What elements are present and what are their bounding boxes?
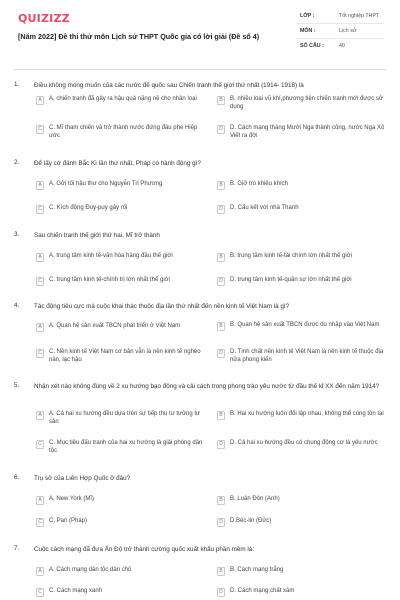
- option-a[interactable]: [36, 410, 206, 426]
- option-text: B. Cách mạng trắng: [230, 567, 284, 573]
- option-b[interactable]: [217, 252, 387, 262]
- option-letter-box: A: [36, 253, 44, 262]
- question-text: Cuộc cách mạng đã đưa Ấn Độ trở thành cường quốc xuất khẩu phần mềm là:: [34, 546, 255, 553]
- option-d[interactable]: [217, 124, 387, 140]
- option-d[interactable]: [217, 348, 387, 364]
- option-text: C. Mục tiêu đấu tranh của hai xu hướng là giải phóng dân tộc: [49, 440, 203, 454]
- option-text: D. Cách mạng chất xám: [230, 588, 295, 594]
- meta-label: LỚP :: [300, 13, 315, 19]
- question-text: Nhận xét nào không đúng về 2 xu hướng bạo động và cải cách trong phong trào yêu nước từ đầu thế kỉ XX đến năm 1914?: [34, 383, 380, 390]
- option-c[interactable]: [36, 276, 206, 286]
- question-number: 2.: [14, 159, 20, 166]
- quizizz-logo: QUIZIZZ: [18, 12, 70, 25]
- meta-row-count: [296, 39, 384, 54]
- option-d[interactable]: [217, 204, 387, 214]
- option-text: B. Quan hệ sản xuất TBCN được du nhập vào Việt Nam: [230, 322, 380, 328]
- option-text: A. Cách mạng dân tộc dân chủ: [49, 567, 132, 573]
- option-text: A. Cả hai xu hướng đều dựa trên sự tiếp thu tư tưởng tư sản: [49, 411, 201, 425]
- question-text: Tác động tiêu cực mà cuộc khai thác thuộc địa lần thứ nhất đến nền kinh tế Việt Nam là gì?: [34, 303, 290, 310]
- option-letter-box: A: [36, 96, 44, 105]
- header-divider: [14, 69, 386, 70]
- option-a[interactable]: [36, 180, 206, 190]
- option-text: A. New York (Mĩ): [49, 496, 95, 502]
- option-b[interactable]: [217, 95, 387, 111]
- option-letter-box: B: [217, 567, 225, 576]
- option-letter-box: D: [217, 440, 225, 449]
- option-text: D. Cả hai xu hướng đều có chung động cơ là yêu nước: [230, 440, 378, 446]
- meta-label: MÔN :: [300, 28, 316, 34]
- option-letter-box: B: [217, 181, 225, 190]
- meta-value: 40: [339, 43, 345, 49]
- meta-label: SỐ CÂU :: [300, 43, 324, 49]
- option-letter-box: B: [217, 96, 225, 105]
- meta-row-class: [296, 9, 384, 24]
- option-text: B. Giở trò khiêu khích: [230, 181, 288, 187]
- option-letter-box: A: [36, 181, 44, 190]
- option-letter-box: D: [217, 588, 225, 597]
- option-letter-box: A: [36, 323, 44, 332]
- option-c[interactable]: [36, 517, 206, 527]
- question-text: Sau chiến tranh thế giới thứ hai, Mĩ trở thành: [34, 232, 160, 239]
- option-c[interactable]: [36, 439, 206, 455]
- option-letter-box: C: [36, 277, 44, 286]
- option-text: D.Béc-lin (Đức): [230, 518, 272, 524]
- option-c[interactable]: [36, 204, 206, 214]
- option-text: C. Cách mạng xanh: [49, 588, 103, 594]
- option-c[interactable]: [36, 348, 206, 364]
- option-letter-box: B: [217, 322, 225, 331]
- option-text: B. Hai xu hướng luôn đối lập nhau, không thể cùng tồn tại: [230, 411, 384, 417]
- option-text: C. Kích động Đuy-puy gây rối: [49, 205, 128, 211]
- option-text: C. Mĩ tham chiến và trở thành nước đứng đầu phe Hiệp ước: [49, 125, 198, 139]
- option-b[interactable]: [217, 321, 387, 331]
- option-b[interactable]: [217, 566, 387, 576]
- option-letter-box: A: [36, 411, 44, 420]
- option-text: D. trung tâm kinh tế-quân sự lớn nhất thế giới: [230, 277, 352, 283]
- option-letter-box: A: [36, 567, 44, 576]
- option-text: A. Quan hệ sản xuất TBCN phát triển ở Việt Nam: [49, 323, 181, 329]
- option-text: B. trung tâm kinh tế-tài chính lớn nhất thế giới: [230, 253, 352, 259]
- option-c[interactable]: [36, 587, 206, 597]
- option-letter-box: D: [217, 125, 225, 134]
- option-b[interactable]: [217, 495, 387, 505]
- option-letter-box: D: [217, 349, 225, 358]
- option-a[interactable]: [36, 566, 206, 576]
- option-d[interactable]: [217, 276, 387, 286]
- option-text: D. Tình chất nền kinh tế Việt Nam là nền kinh tế thuộc địa nửa phong kiến: [230, 349, 384, 363]
- option-text: B. nhiều loại vũ khí,phương tiện chiến tranh mới được sử dụng: [230, 96, 383, 110]
- meta-panel: [296, 9, 384, 54]
- option-b[interactable]: [217, 410, 387, 420]
- question-text: Trụ sở của Liên Hợp Quốc ở đâu?: [34, 475, 131, 482]
- page-title: [Năm 2022] Đề thi thử môn Lịch sử THPT Quốc gia có lời giải (Đề số 4): [18, 32, 260, 41]
- option-letter-box: C: [36, 205, 44, 214]
- option-letter-box: C: [36, 125, 44, 134]
- option-letter-box: C: [36, 518, 44, 527]
- question-number: 3.: [14, 231, 20, 238]
- option-text: C. Pari (Pháp): [49, 518, 88, 524]
- option-letter-box: D: [217, 518, 225, 527]
- option-letter-box: D: [217, 205, 225, 214]
- option-letter-box: B: [217, 496, 225, 505]
- option-text: B. Luân Đôn (Anh): [230, 496, 280, 502]
- option-text: A. Gởi tối hậu thư cho Nguyễn Tri Phương: [49, 181, 163, 187]
- option-text: C. Nền kinh tế Việt Nam cơ bản vẫn là nền kinh tế nghèo nàn, lạc hậu: [49, 349, 201, 363]
- option-text: D. Cách mạng tháng Mười Nga thành công, nước Nga Xô Viết ra đời: [230, 125, 385, 139]
- option-text: D. Cấu kết với nhà Thanh: [230, 205, 299, 211]
- meta-row-subject: [296, 24, 384, 39]
- meta-value: Tốt nghiệp THPT: [339, 13, 380, 19]
- option-letter-box: D: [217, 277, 225, 286]
- option-a[interactable]: [36, 95, 206, 105]
- question-text: Điều không mong muốn của các nước đế quốc sau Chiến tranh thế giới thứ nhất (1914- 1918) là: [34, 82, 304, 89]
- question-number: 1.: [14, 81, 20, 88]
- option-d[interactable]: [217, 517, 387, 527]
- option-text: C. trung tâm kinh tế-chính trị lớn nhất thế giới: [49, 277, 170, 283]
- option-letter-box: C: [36, 440, 44, 449]
- option-a[interactable]: [36, 322, 206, 332]
- option-letter-box: A: [36, 496, 44, 505]
- option-text: A. trung tâm kinh tế-văn hóa hàng đầu thế giới: [49, 253, 173, 259]
- option-letter-box: B: [217, 253, 225, 262]
- option-letter-box: C: [36, 349, 44, 358]
- option-text: A. chiến tranh đã gây ra hậu quả nặng nề cho nhân loại: [49, 96, 197, 102]
- question-number: 6.: [14, 474, 20, 481]
- option-letter-box: B: [217, 411, 225, 420]
- option-d[interactable]: [217, 587, 387, 597]
- option-d[interactable]: [217, 439, 387, 449]
- question-number: 5.: [14, 382, 20, 389]
- question-number: 4.: [14, 302, 20, 309]
- question-text: Để lấy cớ đánh Bắc Kì lần thứ nhất, Pháp có hành động gì?: [34, 160, 201, 167]
- option-a[interactable]: [36, 252, 206, 262]
- option-letter-box: C: [36, 588, 44, 597]
- worksheet-header: [0, 0, 400, 68]
- meta-value: Lịch sử: [339, 28, 357, 34]
- question-number: 7.: [14, 545, 20, 552]
- option-c[interactable]: [36, 124, 206, 140]
- option-b[interactable]: [217, 180, 387, 190]
- option-a[interactable]: [36, 495, 206, 505]
